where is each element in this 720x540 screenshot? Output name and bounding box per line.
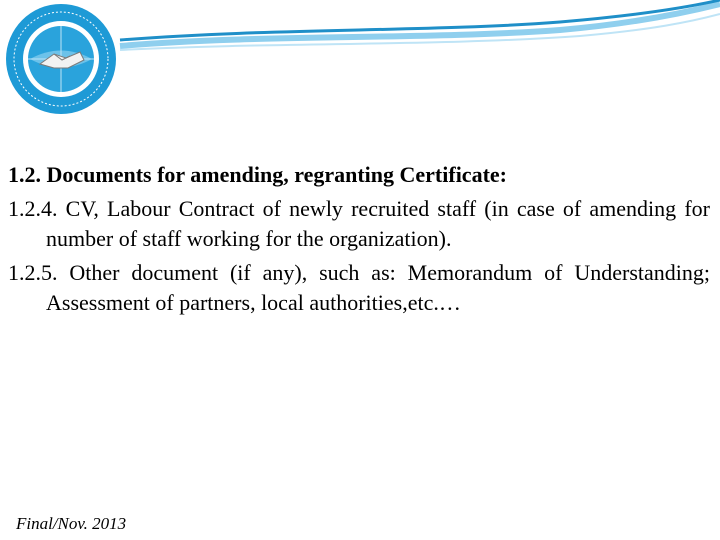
- header-swoosh-light: [120, 4, 720, 46]
- slide-content: [8, 160, 710, 322]
- section-heading: 1.2. Documents for amending, regranting Certificate:: [8, 162, 507, 187]
- list-item: 1.2.5. Other document (if any), such as: Memorandum of Understanding; Assessment of partners, local authorities,etc.…: [8, 260, 710, 315]
- list-item: 1.2.4. CV, Labour Contract of newly recruited staff (in case of amending for number of staff working for the organization).: [8, 196, 710, 251]
- vufo-logo-icon: [4, 2, 118, 116]
- logo: [4, 2, 118, 116]
- header-band: [0, 0, 720, 120]
- footer-text: Final/Nov. 2013: [16, 514, 127, 533]
